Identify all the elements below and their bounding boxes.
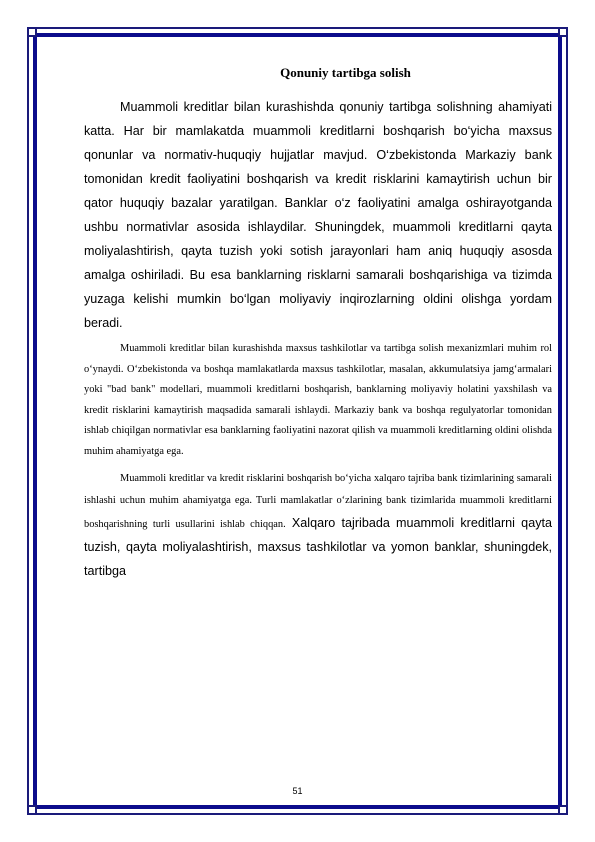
page-number: 51 [292,786,303,796]
border-corner-ornament [27,27,37,37]
paragraph-legal-regulation: Muammoli kreditlar bilan kurashishda qonuniy tartibga solishning ahamiyati katta. Har bir mamlakatda muammoli kreditlarni boshqarish bo‘yicha maxsus qonunlar va normativ-huquqiy hujjatlar mavjud. O‘zbekistonda Markaziy bank tomonidan kredit faoliyatini boshqarish va kredit risklarini kamaytirish uchun bir qator huquqiy bazalar yaratilgan. Banklar o‘z faoliyatini amalga oshirayotganda ushbu normativlar asosida ishlaydilar. Shuningdek, muammoli kreditlarni qayta moliyalashtirish, qayta tuzish yoki sotish jarayonlari ham aniq huquqiy asosda amalga oshiriladi. Bu esa banklarning risklarni samarali boshqarishiga va tizimda yuzaga kelishi mumkin bo‘lgan moliyaviy inqirozlarning oldini olishga yordam beradi. [84,100,552,330]
paragraph-international-experience-small: Muammoli kreditlar va kredit risklarini boshqarish bo‘yicha xalqaro tajriba bank tizimlarining samarali ishlashi uchun muhim ahamiyatga ega. Turli mamlakatlar o‘zlarining bank tizimlarida muammoli kreditlarni boshqarishning turli usullarini ishlab chiqqan. [84,473,552,530]
border-corner-ornament [27,805,37,815]
border-corner-ornament [558,805,568,815]
paragraph-special-organizations: Muammoli kreditlar bilan kurashishda maxsus tashkilotlar va tartibga solish mexanizmlari muhim rol o‘ynaydi. O‘zbekistonda va boshqa mamlakatlarda maxsus tashkilotlar, masalan, akkumulatsiya jamg‘armalari yoki "bad bank" modellari, muammoli kreditlarni boshqarish, banklarning moliyaviy holatini yaxshilash va kredit risklarini kamaytirish maqsadida samarali ishlaydi. Markaziy bank va boshqa regulyatorlar tomonidan ishlab chiqilgan normativlar esa banklarning faoliyatini nazorat qilish va muammoli kreditlarning oldini olishda muhim ahamiyatga ega. [84,343,552,457]
border-corner-ornament [558,27,568,37]
paragraph-international-experience-large: Xalqaro tajribada muammoli kreditlarni qayta tuzish, qayta moliyalashtirish, maxsus tashkilotlar va yomon banklar, shuningdek, tartibga [84,516,552,578]
paragraph-international-experience [84,468,552,584]
section-title: Qonuniy tartibga solish [280,65,411,80]
page-content [84,60,552,584]
